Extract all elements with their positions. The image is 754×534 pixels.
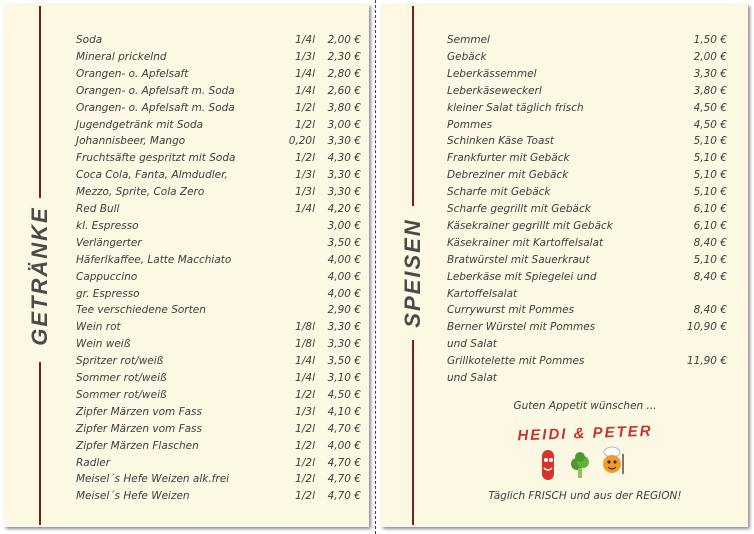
drink-row — [76, 133, 361, 150]
drink-size: 1/8l — [295, 338, 315, 351]
drink-size: 1/4l — [295, 34, 315, 46]
drink-size: 1/2l — [295, 422, 315, 435]
drink-price: 2,60 € — [327, 84, 361, 97]
drink-name: Mezzo, Sprite, Cola Zero — [76, 186, 205, 199]
drink-row — [76, 100, 361, 117]
dish-name: Gebäck — [447, 50, 487, 63]
dish-price: 11,90 € — [686, 355, 727, 368]
drink-price: 4,20 € — [327, 203, 361, 215]
dish-note: und Salat — [447, 372, 497, 384]
drink-price: 4,00 € — [327, 287, 361, 300]
drink-name: Meisel´s Hefe Weizen — [76, 490, 190, 503]
drink-size: 1/2l — [295, 490, 315, 503]
drink-row — [76, 488, 361, 505]
drink-size: 1/4l — [295, 203, 315, 215]
dish-price: 8,40 € — [693, 270, 727, 283]
drink-row — [76, 32, 361, 49]
drink-name: Johannisbeer, Mango — [76, 135, 186, 148]
drink-name: Zipfer Märzen Flaschen — [76, 439, 199, 452]
drink-size: 1/2l — [295, 101, 315, 114]
drink-name: Tee verschiedene Sorten — [76, 304, 206, 317]
dish-row — [447, 252, 727, 269]
drink-size: 1/8l — [295, 321, 315, 334]
drink-row — [76, 438, 361, 455]
drink-size: 1/3l — [295, 50, 315, 63]
drink-price: 2,90 € — [327, 304, 361, 317]
dish-price: 3,80 € — [693, 84, 727, 97]
drink-price: 2,80 € — [327, 67, 361, 80]
broccoli-icon — [571, 452, 589, 478]
drink-name: kl. Espresso — [76, 219, 139, 232]
drink-name: Sommer rot/weiß — [76, 372, 167, 384]
drink-name: Soda — [76, 34, 103, 46]
dish-price: 6,10 € — [693, 203, 727, 215]
drink-price: 3,50 € — [327, 236, 361, 249]
title-rule-top-right — [412, 6, 414, 206]
dish-name: Leberkässemmel — [447, 67, 537, 80]
drink-row — [76, 421, 361, 438]
dish-row — [447, 49, 727, 66]
dish-price: 4,50 € — [693, 101, 727, 114]
mascot-illustration — [530, 444, 640, 486]
drink-size: 1/2l — [295, 118, 315, 131]
dish-row — [447, 302, 727, 319]
dish-name: Berner Würstel mit Pommes — [447, 321, 596, 334]
drink-name: Sommer rot/weiß — [76, 388, 167, 401]
dish-price: 2,00 € — [693, 50, 727, 63]
drink-name: Wein rot — [76, 321, 121, 334]
dish-row — [447, 269, 727, 286]
drink-row — [76, 455, 361, 472]
drink-name: Meisel´s Hefe Weizen alk.frei — [76, 473, 230, 486]
drink-price: 3,30 € — [327, 186, 361, 199]
drink-price: 4,50 € — [327, 388, 361, 401]
drink-name: Zipfer Märzen vom Fass — [76, 405, 202, 418]
dish-price: 4,50 € — [693, 118, 727, 131]
food-title: SPEISEN — [400, 218, 425, 328]
drink-name: Orangen- o. Apfelsaft m. Soda — [76, 84, 235, 97]
drink-price: 4,70 € — [327, 422, 361, 435]
drink-price: 3,00 € — [327, 219, 361, 232]
drink-row — [76, 319, 361, 336]
drink-size: 1/2l — [295, 456, 315, 469]
chef-icon — [603, 447, 624, 474]
dish-price: 8,40 € — [693, 236, 727, 249]
drink-row — [76, 252, 361, 269]
drink-size: 1/2l — [295, 388, 315, 401]
dish-name: Scharfe mit Gebäck — [447, 186, 551, 199]
drink-price: 3,10 € — [327, 372, 361, 384]
dish-price: 5,10 € — [693, 186, 727, 199]
drink-name: Orangen- o. Apfelsaft — [76, 67, 189, 80]
dish-price: 6,10 € — [693, 219, 727, 232]
drinks-title: GETRÄNKE — [27, 206, 52, 346]
dish-row — [447, 184, 727, 201]
drink-price: 4,70 € — [327, 490, 361, 503]
dish-row — [447, 117, 727, 134]
drink-price: 3,80 € — [327, 101, 361, 114]
dish-name: Käsekrainer gegrillt mit Gebäck — [447, 219, 613, 232]
dish-row — [447, 201, 727, 218]
drink-name: Fruchtsäfte gespritzt mit Soda — [76, 152, 236, 165]
drink-size: 1/4l — [295, 355, 315, 368]
drink-row — [76, 218, 361, 235]
dish-row — [447, 167, 727, 184]
sausage-icon — [542, 450, 554, 480]
dish-row — [447, 83, 727, 100]
drink-price: 4,70 € — [327, 473, 361, 486]
drink-price: 3,30 € — [327, 338, 361, 351]
dish-name: Frankfurter mit Gebäck — [447, 152, 570, 165]
drink-price: 4,00 € — [327, 270, 361, 283]
drink-price: 4,70 € — [327, 456, 361, 469]
drink-row — [76, 353, 361, 370]
drink-row — [76, 184, 361, 201]
drink-row — [76, 201, 361, 218]
drink-row — [76, 302, 361, 319]
dish-name: Bratwürstel mit Sauerkraut — [447, 253, 590, 266]
dish-name: Käsekrainer mit Kartoffelsalat — [447, 236, 604, 249]
drink-name: Red Bull — [76, 203, 120, 215]
drink-name: Cappuccino — [76, 270, 138, 283]
drink-price: 3,30 € — [327, 169, 361, 182]
drink-size: 1/4l — [295, 67, 315, 80]
drink-name: Verlängerter — [76, 236, 142, 249]
drink-row — [76, 150, 361, 167]
drink-row — [76, 387, 361, 404]
dish-row — [447, 235, 727, 252]
drink-row — [76, 167, 361, 184]
title-rule-bottom-right — [412, 340, 414, 525]
drink-price: 2,30 € — [327, 50, 361, 63]
dish-row — [447, 66, 727, 83]
dish-price: 5,10 € — [693, 253, 727, 266]
drink-price: 3,30 € — [327, 321, 361, 334]
dish-price: 3,30 € — [693, 67, 727, 80]
drink-name: Häferlkaffee, Latte Macchiato — [76, 253, 232, 266]
drink-size: 1/4l — [295, 84, 315, 97]
dish-name: Kartoffelsalat — [447, 287, 518, 300]
drink-name: Zipfer Märzen vom Fass — [76, 422, 202, 435]
drink-row — [76, 336, 361, 353]
drink-price: 2,00 € — [327, 34, 361, 46]
dish-price: 5,10 € — [693, 152, 727, 165]
drink-size: 1/4l — [295, 372, 315, 384]
tagline: Täglich FRISCH und aus der REGION! — [488, 490, 682, 502]
dish-name: und Salat — [447, 338, 497, 351]
drink-price: 4,10 € — [327, 405, 361, 418]
dish-row — [447, 286, 727, 303]
dish-name: Schinken Käse Toast — [447, 135, 554, 148]
title-rule-bottom-left — [39, 362, 41, 525]
drink-price: 4,00 € — [327, 253, 361, 266]
dish-name: Grillkotelette mit Pommes — [447, 355, 585, 368]
dish-name: Leberkäseweckerl — [447, 84, 542, 97]
title-rule-top-left — [39, 6, 41, 198]
fold-line — [375, 0, 376, 534]
drink-name: Radler — [76, 456, 111, 469]
drink-row — [76, 83, 361, 100]
drink-size: 1/3l — [295, 186, 315, 199]
drink-name: gr. Espresso — [76, 287, 140, 300]
drink-name: Orangen- o. Apfelsaft m. Soda — [76, 101, 235, 114]
dish-price: 5,10 € — [693, 135, 727, 148]
dish-name: kleiner Salat täglich frisch — [447, 101, 584, 114]
dish-price: 8,40 € — [693, 304, 727, 317]
drink-size: 1/2l — [295, 473, 315, 486]
drink-row — [76, 404, 361, 421]
drink-row — [76, 235, 361, 252]
brand-logo-text: HEIDI & PETER — [517, 422, 653, 445]
dish-row — [447, 32, 727, 49]
drink-row — [76, 49, 361, 66]
drink-size: 1/2l — [295, 439, 315, 452]
dish-row — [447, 319, 727, 336]
dish-price: 1,50 € — [693, 34, 727, 46]
drink-price: 3,30 € — [327, 135, 361, 148]
drink-price: 3,00 € — [327, 118, 361, 131]
dish-name: Pommes — [447, 118, 493, 131]
dish-price: 10,90 € — [686, 321, 727, 334]
drink-name: Mineral prickelnd — [76, 50, 167, 63]
dish-price: 5,10 € — [693, 169, 727, 182]
drink-price: 3,50 € — [327, 355, 361, 368]
drink-name: Wein weiß — [76, 338, 131, 351]
drink-row — [76, 66, 361, 83]
drink-size: 0,20l — [288, 135, 315, 148]
dish-name: Semmel — [447, 34, 490, 46]
drink-name: Jugendgetränk mit Soda — [76, 118, 204, 131]
dish-row — [447, 353, 727, 370]
dish-row — [447, 150, 727, 167]
drink-row — [76, 286, 361, 303]
dish-name: Debreziner mit Gebäck — [447, 169, 569, 182]
dish-row — [447, 133, 727, 150]
drink-size: 1/2l — [295, 152, 315, 165]
dish-row — [447, 336, 727, 353]
drink-row — [76, 471, 361, 488]
drink-row — [76, 269, 361, 286]
dish-name: Leberkäse mit Spiegelei und — [447, 270, 597, 283]
dish-row — [447, 100, 727, 117]
dish-name: Scharfe gegrillt mit Gebäck — [447, 203, 591, 215]
dish-name: Currywurst mit Pommes — [447, 304, 575, 317]
drink-name: Coca Cola, Fanta, Almdudler, — [76, 169, 228, 182]
greeting-text: Guten Appetit wünschen ... — [513, 400, 657, 412]
drink-size: 1/3l — [295, 169, 315, 182]
drink-row — [76, 370, 361, 387]
dish-row — [447, 218, 727, 235]
drink-price: 4,00 € — [327, 439, 361, 452]
drink-price: 4,30 € — [327, 152, 361, 165]
drink-row — [76, 117, 361, 134]
drink-size: 1/3l — [295, 405, 315, 418]
drink-name: Spritzer rot/weiß — [76, 355, 164, 368]
